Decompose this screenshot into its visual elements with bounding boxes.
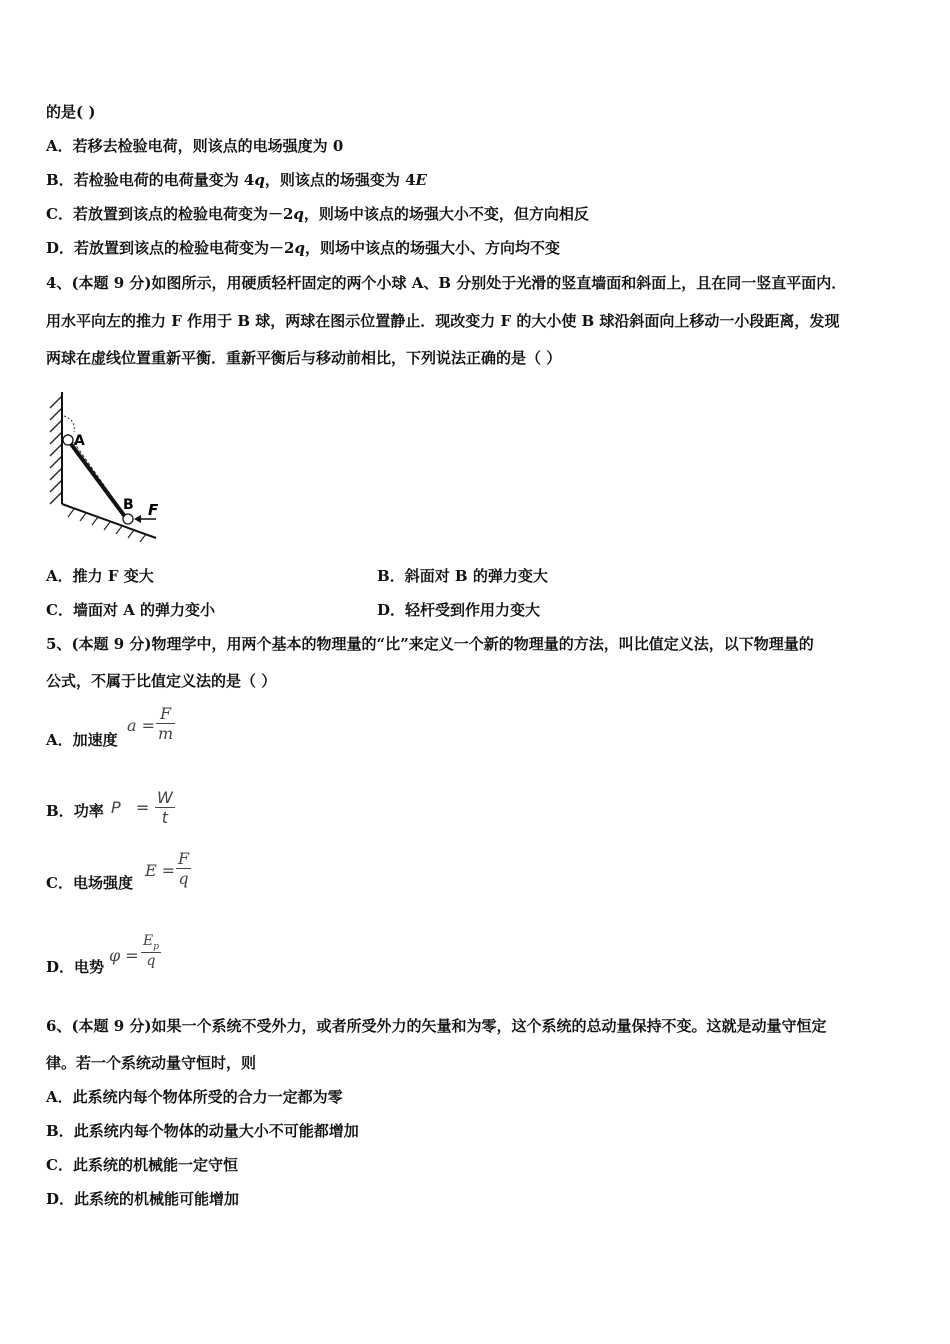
q5-option-d: D．电势	[46, 958, 105, 976]
q3-option-d: D．若放置到该点的检验电荷变为－2q，则场中该点的场强大小、方向均不变	[46, 239, 560, 257]
incline-hatching	[68, 509, 146, 542]
q4-stem-line1: 4、(本题 9 分)如图所示，用硬质轻杆固定的两个小球 A、B 分别处于光滑的竖直墙面和斜面上，且在同一竖直平面内．	[46, 274, 847, 292]
q5-option-b: B．功率	[46, 802, 104, 820]
q5-option-c: C．电场强度	[46, 874, 133, 892]
q5-stem-line1: 5、(本题 9 分)物理学中，用两个基本的物理量的“比”来定义一个新的物理量的方法，叫比值定义法，以下物理量的	[46, 635, 814, 653]
q5-formula-a: a =	[127, 716, 156, 735]
q6-number: 6、	[46, 1017, 72, 1035]
q4-stem-line2: 用水平向左的推力 F 作用于 B 球，两球在图示位置静止．现改变力 F 的大小使 B 球沿斜面向上移动一小段距离，发现	[46, 312, 840, 330]
q4-score: (本题 9 分)	[71, 274, 152, 292]
q4-option-a: A．推力 F 变大	[46, 567, 154, 585]
q5-formula-d: φ =	[109, 946, 139, 965]
label-a: A	[74, 433, 85, 449]
ball-a	[63, 435, 73, 445]
q5-number: 5、	[46, 635, 72, 653]
q3-option-a: A．若移去检验电荷，则该点的电场强度为 0	[46, 137, 344, 155]
label-b: B	[123, 497, 134, 513]
q5-formula-c: E =	[145, 861, 176, 880]
q5-fraction-d: $E_p$ q	[143, 933, 159, 969]
label-f: F	[148, 501, 159, 519]
force-arrowhead	[134, 515, 141, 523]
q5-stem-line2: 公式，不属于比值定义法的是（ ）	[46, 672, 277, 690]
q6-option-c: C．此系统的机械能一定守恒	[46, 1156, 238, 1174]
q5-option-a: A．加速度	[46, 731, 118, 749]
rod	[68, 440, 126, 518]
q6-stem-line2: 律。若一个系统动量守恒时，则	[46, 1054, 257, 1072]
q4-option-d: D．轻杆受到作用力变大	[377, 601, 541, 619]
q4-stem-line3: 两球在虚线位置重新平衡．重新平衡后与移动前相比，下列说法正确的是（ ）	[46, 349, 562, 367]
q4-option-c: C．墙面对 A 的弹力变小	[46, 601, 216, 619]
q6-stem-line1: 6、(本题 9 分)如果一个系统不受外力，或者所受外力的矢量和为零，这个系统的总动量保持不变。这就是动量守恒定	[46, 1017, 827, 1035]
q4-number: 4、	[46, 274, 72, 292]
wall-hatching	[50, 396, 62, 504]
q5-score: (本题 9 分)	[71, 635, 152, 653]
q3-option-b: B．若检验电荷的电荷量变为 4q，则该点的场强变为 4E	[46, 171, 427, 189]
q3-stem-tail: 的是( )	[46, 103, 96, 121]
dashed-arc	[64, 416, 74, 432]
q5-formula-b: P =	[111, 798, 150, 817]
q5-fraction-a: F m	[158, 704, 174, 743]
q4-option-b: B．斜面对 B 的弹力变大	[377, 567, 548, 585]
q3-option-c: C．若放置到该点的检验电荷变为－2q，则场中该点的场强大小不变，但方向相反	[46, 205, 589, 223]
incline	[62, 504, 156, 538]
q6-option-a: A．此系统内每个物体所受的合力一定都为零	[46, 1088, 343, 1106]
q5-fraction-c: F q	[178, 849, 190, 888]
q5-fraction-b: W t	[157, 788, 173, 827]
q4-figure	[44, 388, 164, 548]
q6-option-d: D．此系统的机械能可能增加	[46, 1190, 240, 1208]
q6-option-b: B．此系统内每个物体的动量大小不可能都增加	[46, 1122, 359, 1140]
q6-score: (本题 9 分)	[71, 1017, 152, 1035]
ball-b	[123, 514, 133, 524]
